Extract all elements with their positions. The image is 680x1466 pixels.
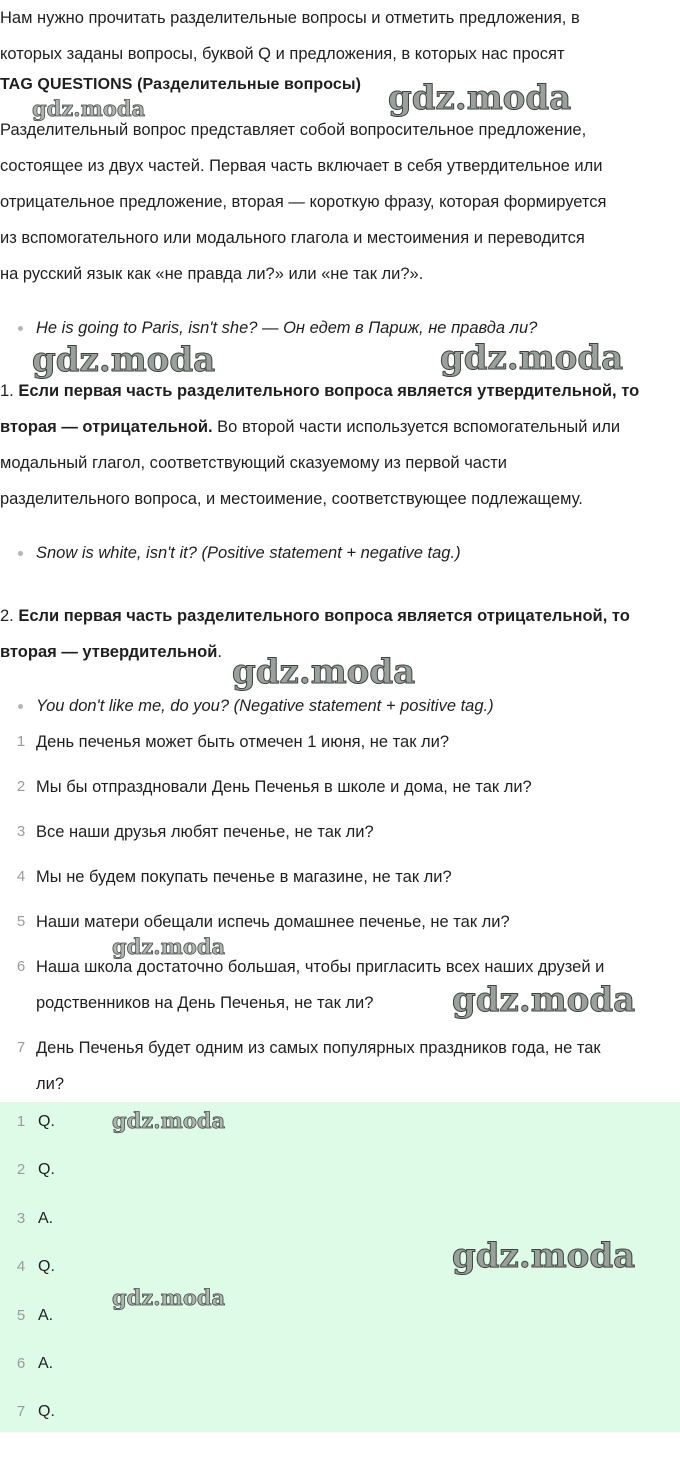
answer-value: A. — [38, 1307, 54, 1324]
watermark-logo: gdz.moda — [112, 1285, 226, 1310]
rule-2-tail: . — [217, 643, 222, 661]
watermark-logo: gdz.moda — [452, 980, 636, 1020]
watermark-logo: gdz.moda — [388, 78, 572, 118]
answer-number: 6 — [16, 1355, 26, 1372]
rule-1-number: 1. — [0, 382, 14, 400]
sentence-item: Все наши друзья любят печенье, не так ли? — [36, 823, 374, 841]
rule-1-line-3: модальный глагол, соответствующий сказуемому из первой части — [0, 454, 508, 472]
watermark-logo: gdz.moda — [32, 340, 216, 380]
sentence-item: Мы бы отпраздновали День Печенья в школе и дома, не так ли? — [36, 778, 532, 796]
definition-line-5: на русский язык как «не правда ли?» или «не так ли?». — [0, 265, 424, 283]
answer-value: Q. — [38, 1113, 55, 1130]
answer-number: 7 — [16, 1403, 26, 1420]
watermark-logo: gdz.moda — [232, 652, 416, 692]
sentence-item: Мы не будем покупать печенье в магазине, не так ли? — [36, 868, 452, 886]
answer-value: Q. — [38, 1161, 55, 1178]
answer-number: 2 — [16, 1161, 26, 1178]
rule-1-rest-2: Во второй части используется вспомогательный или — [217, 418, 621, 436]
answer-number: 4 — [16, 1258, 26, 1275]
answer-value: Q. — [38, 1258, 55, 1275]
watermark-logo: gdz.moda — [440, 338, 624, 378]
section-heading: TAG QUESTIONS (Разделительные вопросы) — [0, 76, 362, 93]
bullet-dot — [18, 326, 23, 331]
rule-2-line-2 — [0, 634, 222, 670]
sentence-item-continued: родственников на День Печенья, не так ли? — [36, 994, 374, 1012]
definition-line-3: отрицательное предложение, вторая — короткую фразу, которая формируется — [0, 193, 607, 211]
sentence-item: Наши матери обещали испечь домашнее печенье, не так ли? — [36, 913, 510, 931]
watermark-logo: gdz.moda — [112, 1108, 226, 1133]
watermark-logo: gdz.moda — [452, 1236, 636, 1276]
sentence-number: 4 — [16, 868, 26, 885]
sentence-item-continued: ли? — [36, 1075, 65, 1093]
definition-line-2: состоящее из двух частей. Первая часть включает в себя утвердительное или — [0, 157, 603, 175]
rule-2-bold-2: вторая — утвердительной — [0, 643, 218, 661]
definition-line-4: из вспомогательного или модального глагола и местоимения и переводится — [0, 229, 585, 247]
definition-line-1: Разделительный вопрос представляет собой вопросительное предложение, — [0, 121, 587, 139]
sentence-item: День печенья может быть отмечен 1 июня, не так ли? — [36, 733, 450, 751]
sentence-number: 2 — [16, 778, 26, 795]
example-2: Snow is white, isn't it? (Positive statement + negative tag.) — [36, 544, 461, 562]
sentence-number: 7 — [16, 1039, 26, 1056]
sentence-number: 5 — [16, 913, 26, 930]
rule-2-line-1 — [0, 598, 630, 634]
bullet-dot — [18, 551, 23, 556]
answer-value: A. — [38, 1210, 54, 1227]
rule-1-line-2 — [0, 409, 620, 445]
sentence-number: 6 — [16, 958, 26, 975]
rule-1-bold-1: Если первая часть разделительного вопроса является утвердительной, то — [18, 382, 640, 400]
sentence-number: 3 — [16, 823, 26, 840]
rule-2-bold-1: Если первая часть разделительного вопроса является отрицательной, то — [18, 607, 630, 625]
example-3: You don't like me, do you? (Negative statement + positive tag.) — [36, 697, 494, 715]
watermark-logo: gdz.moda — [112, 934, 226, 959]
sentence-item: День Печенья будет одним из самых популярных праздников года, не так — [36, 1039, 601, 1057]
sentence-item: Наша школа достаточно большая, чтобы пригласить всех наших друзей и — [36, 958, 605, 976]
answer-number: 5 — [16, 1307, 26, 1324]
answer-number: 1 — [16, 1113, 26, 1130]
rule-1-line-4: разделительного вопроса, и местоимение, соответствующее подлежащему. — [0, 490, 583, 508]
intro-line-2: которых заданы вопросы, буквой Q и предложения, в которых нас просят — [0, 45, 565, 63]
intro-line-1: Нам нужно прочитать разделительные вопросы и отметить предложения, в — [0, 9, 580, 27]
answer-value: A. — [38, 1355, 54, 1372]
example-1: He is going to Paris, isn't she? — Он едет в Париж, не правда ли? — [36, 319, 538, 337]
bullet-dot — [18, 704, 23, 709]
rule-2-number: 2. — [0, 607, 14, 625]
answer-value: Q. — [38, 1403, 55, 1420]
answer-number: 3 — [16, 1210, 26, 1227]
watermark-logo: gdz.moda — [32, 96, 146, 121]
rule-1-bold-2: вторая — отрицательной. — [0, 418, 213, 436]
sentence-number: 1 — [16, 733, 26, 750]
